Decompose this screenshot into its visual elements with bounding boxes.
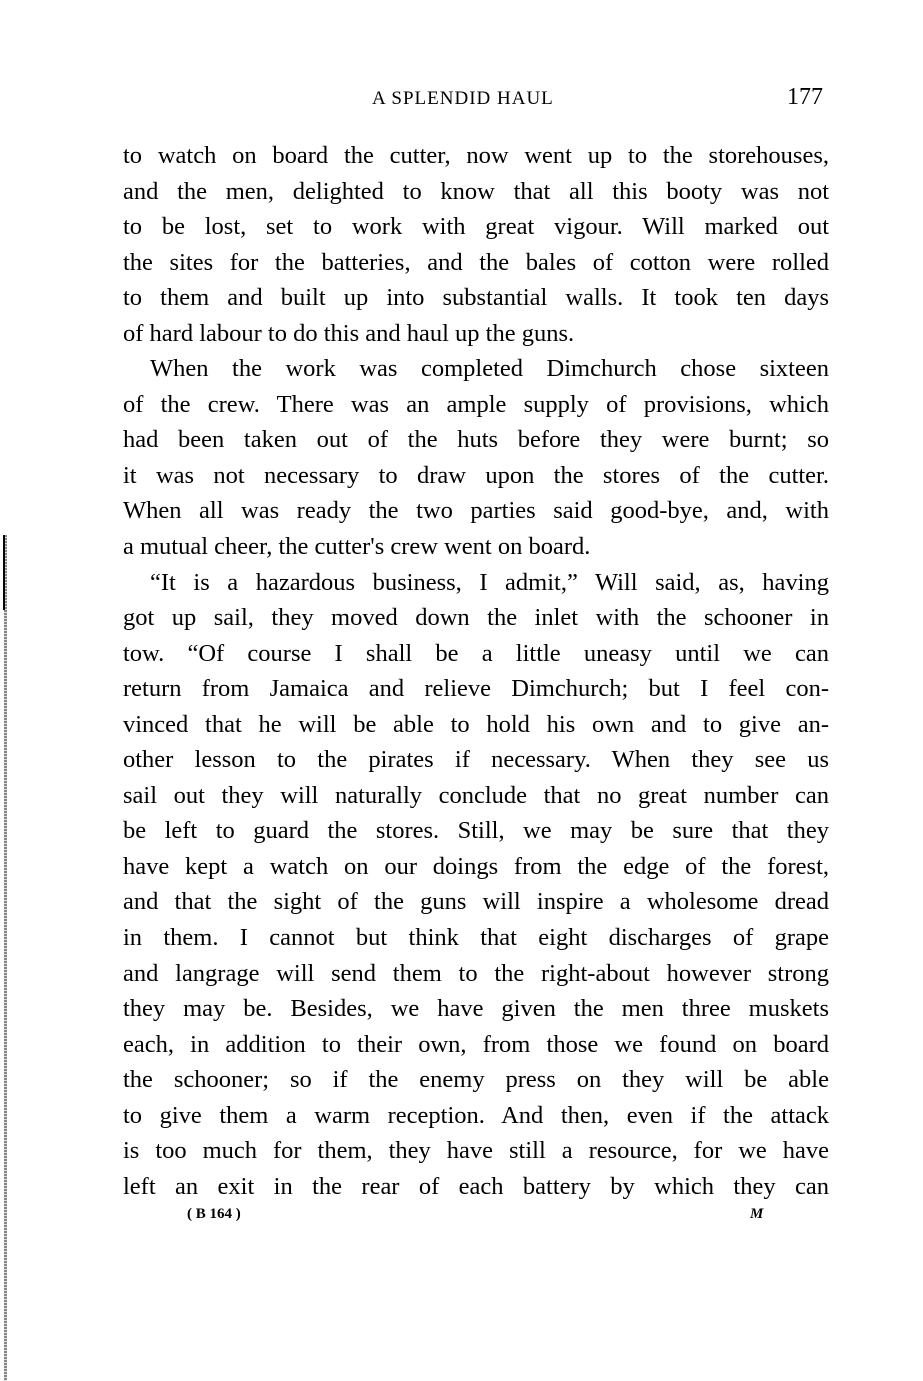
page-edge-shadow xyxy=(4,535,7,1381)
running-title: A SPLENDID HAUL xyxy=(372,88,554,109)
text-line: it was not necessary to draw upon the stores of the cutter. xyxy=(123,461,829,489)
page-edge-mark xyxy=(3,535,5,610)
text-line: they may be. Besides, we have given the men three muskets xyxy=(123,995,829,1023)
text-line: tow. “Of course I shall be a little uneasy until we can xyxy=(123,639,829,667)
text-line: to watch on board the cutter, now went up to the storehouses, xyxy=(123,142,829,169)
text-line: “It is a hazardous business, I admit,” Will said, as, having xyxy=(150,568,829,596)
signature-mark: ( B 164 ) xyxy=(187,1206,241,1222)
gathering-mark: M xyxy=(750,1206,764,1222)
text-line: and langrage will send them to the right-about however strong xyxy=(123,959,829,987)
text-line: of hard labour to do this and haul up the guns. xyxy=(123,319,575,347)
text-line: the sites for the batteries, and the bales of cotton were rolled xyxy=(123,248,829,276)
text-line: and that the sight of the guns will inspire a wholesome dread xyxy=(123,888,829,916)
text-line: is too much for them, they have still a resource, for we have xyxy=(123,1137,829,1165)
text-line: have kept a watch on our doings from the edge of the forest, xyxy=(123,852,829,880)
text-line: left an exit in the rear of each battery by which they can xyxy=(123,1172,829,1200)
text-line: return from Jamaica and relieve Dimchurch; but I feel con- xyxy=(123,675,829,703)
page-body xyxy=(123,138,829,1204)
text-line: When the work was completed Dimchurch chose sixteen xyxy=(150,355,829,383)
text-line: sail out they will naturally conclude that no great number can xyxy=(123,781,829,809)
text-line: the schooner; so if the enemy press on they will be able xyxy=(123,1066,829,1094)
text-line: of the crew. There was an ample supply of provisions, which xyxy=(123,390,829,418)
text-line: When all was ready the two parties said good-bye, and, with xyxy=(123,497,829,525)
text-line: and the men, delighted to know that all this booty was not xyxy=(123,177,829,205)
text-line: vinced that he will be able to hold his own and to give an- xyxy=(123,710,829,738)
page-number: 177 xyxy=(787,84,823,110)
text-line: to be lost, set to work with great vigour. Will marked out xyxy=(123,213,829,241)
text-line: each, in addition to their own, from those we found on board xyxy=(123,1030,829,1058)
text-line: to them and built up into substantial walls. It took ten days xyxy=(123,284,829,312)
text-line: be left to guard the stores. Still, we may be sure that they xyxy=(123,817,829,845)
text-line: a mutual cheer, the cutter's crew went on board. xyxy=(123,533,591,561)
text-line: in them. I cannot but think that eight discharges of grape xyxy=(123,924,829,952)
text-line: other lesson to the pirates if necessary. When they see us xyxy=(123,746,829,774)
text-line: had been taken out of the huts before they were burnt; so xyxy=(123,426,829,454)
text-line: to give them a warm reception. And then, even if the attack xyxy=(123,1101,829,1129)
text-line: got up sail, they moved down the inlet with the schooner in xyxy=(123,604,829,632)
